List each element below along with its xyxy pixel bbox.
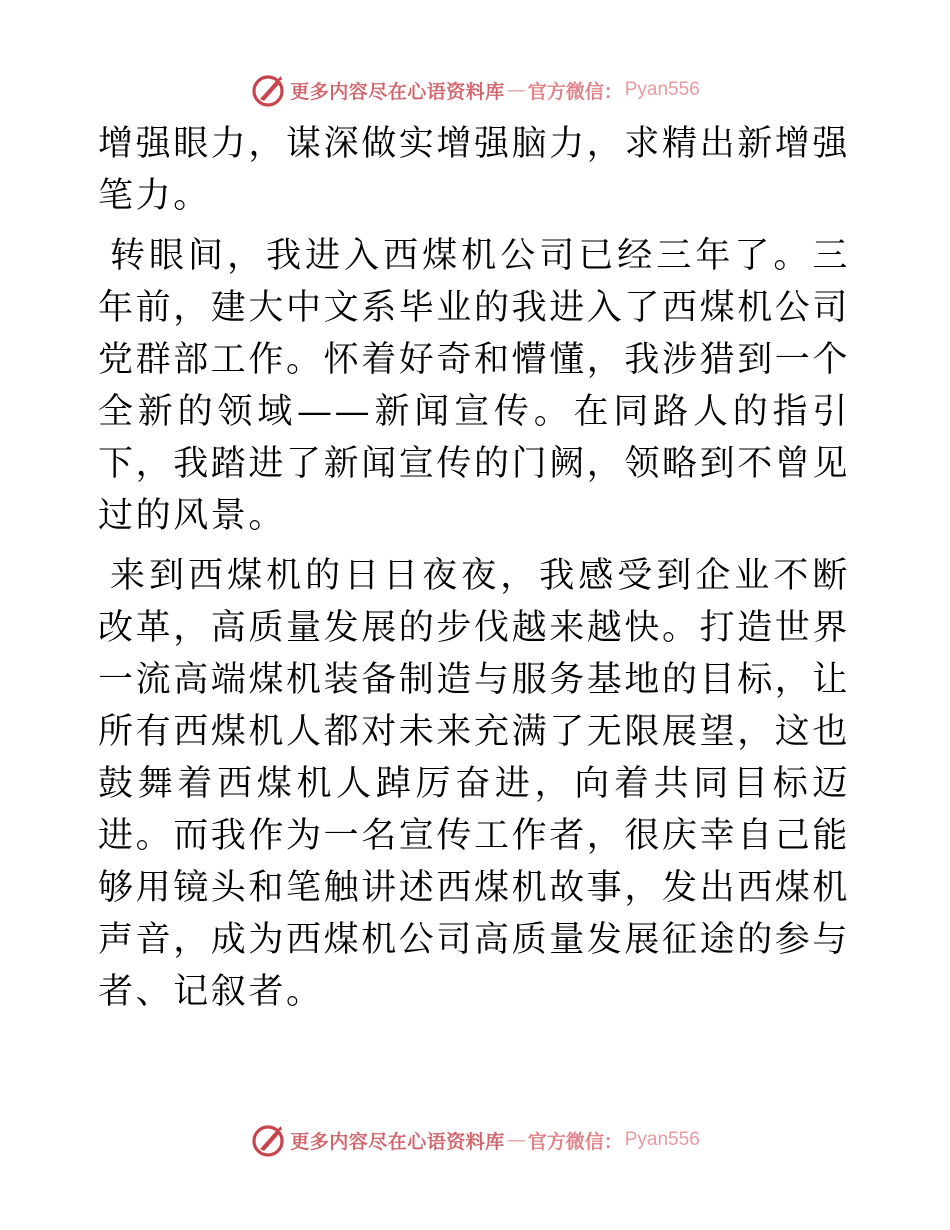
watermark-dash: — bbox=[506, 1129, 526, 1151]
watermark-main-text: 更多内容尽在心语资料库 bbox=[290, 80, 505, 103]
watermark-wechat-id: Pyan556 bbox=[624, 1129, 700, 1150]
watermark-wechat-id: Pyan556 bbox=[624, 79, 700, 100]
paragraph-1: 增强眼力，谋深做实增强脑力，求精出新增强笔力。 bbox=[98, 124, 851, 216]
document-body bbox=[98, 118, 850, 1026]
watermark-dash: — bbox=[506, 79, 526, 101]
watermark-wechat-label: 官方微信： bbox=[527, 80, 623, 103]
watermark-main-text: 更多内容尽在心语资料库 bbox=[290, 1130, 505, 1153]
footer-watermark bbox=[0, 1122, 950, 1158]
paragraph-3: 来到西煤机的日日夜夜，我感受到企业不断改革，高质量发展的步伐越来越快。打造世界一流高端煤机装备制造与服务基地的目标，让所有西煤机人都对未来充满了无限展望，这也鼓舞着西煤机人踔厉奋进，向着共同目标迈进。而我作为一名宣传工作者，很庆幸自己能够用镜头和笔触讲述西煤机故事，发出西煤机声音，成为西煤机公司高质量发展征途的参与者、记叙者。 bbox=[98, 556, 851, 1012]
quill-logo-icon bbox=[250, 1122, 286, 1158]
quill-logo-icon bbox=[250, 72, 286, 108]
paragraph-2: 转眼间，我进入西煤机公司已经三年了。三年前，建大中文系毕业的我进入了西煤机公司党群部工作。怀着好奇和懵懂，我涉猎到一个全新的领域——新闻宣传。在同路人的指引下，我踏进了新闻宣传的门阙，领略到不曾见过的风景。 bbox=[98, 236, 851, 536]
watermark-wechat-label: 官方微信： bbox=[527, 1130, 623, 1153]
header-watermark bbox=[0, 72, 950, 108]
